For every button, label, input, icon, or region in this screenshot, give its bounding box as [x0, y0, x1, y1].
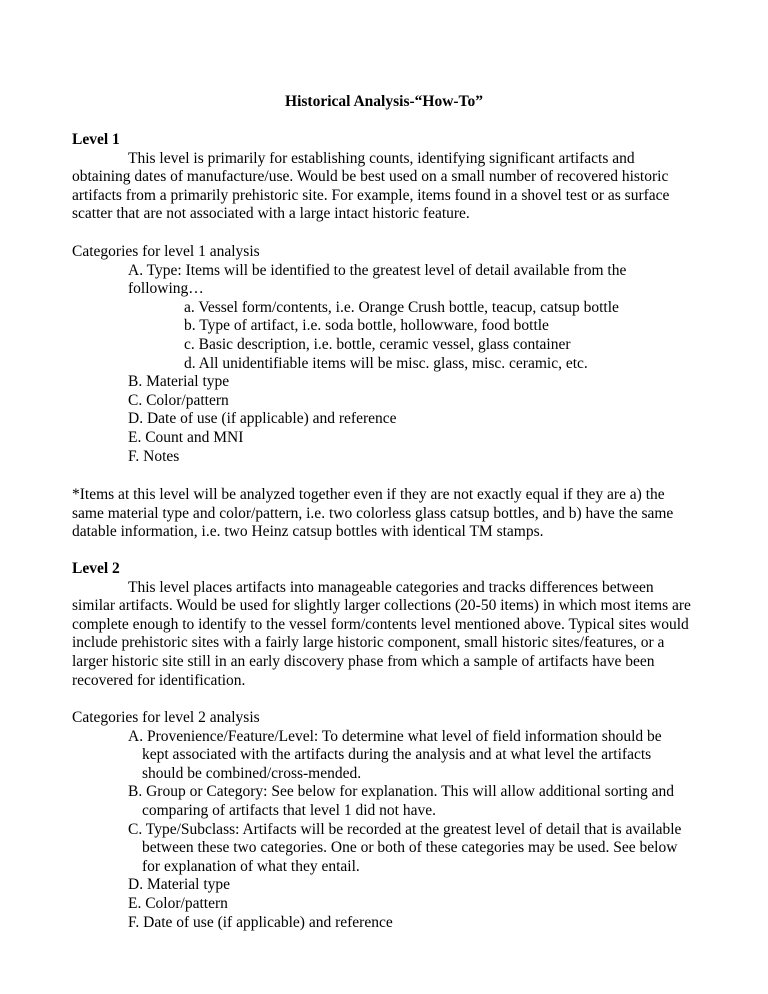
level1-type-line2: following…: [128, 280, 204, 298]
level1-item: D. Date of use (if applicable) and reference: [128, 410, 397, 428]
level2-item: E. Color/pattern: [128, 894, 228, 912]
level2-categories: [72, 709, 692, 932]
level1-type-line1: A. Type: Items will be identified to the greatest level of detail available from the: [128, 261, 627, 279]
level2-item: B. Group or Category: See below for explanation. This will allow additional sorting and comparing of artifacts that level 1 did not have.: [128, 783, 674, 819]
level2-section: [72, 560, 692, 690]
document-title: Historical Analysis-“How-To”: [285, 93, 483, 110]
level1-note: [72, 486, 692, 542]
level1-subitem: d. All unidentifiable items will be misc. glass, misc. ceramic, etc.: [184, 354, 588, 372]
level1-section: [72, 131, 692, 224]
level1-categories-title: Categories for level 1 analysis: [72, 243, 260, 260]
level2-categories-title: Categories for level 2 analysis: [72, 709, 260, 726]
level2-item: C. Type/Subclass: Artifacts will be recorded at the greatest level of detail that is available between these two categories. One or both of these categories may be used. See below for explanation of what they entail.: [128, 820, 682, 875]
level1-subitem: b. Type of artifact, i.e. soda bottle, hollowware, food bottle: [184, 317, 549, 335]
level2-item: A. Provenience/Feature/Level: To determine what level of field information should be kept associated with the artifacts during the analysis and at what level the artifacts should be combined/cross-mended.: [128, 727, 662, 782]
level2-heading: Level 2: [72, 560, 120, 577]
level1-subitem: c. Basic description, i.e. bottle, ceramic vessel, glass container: [184, 335, 571, 353]
level1-item: F. Notes: [128, 447, 180, 465]
level1-item: B. Material type: [128, 373, 230, 391]
level2-item: F. Date of use (if applicable) and reference: [128, 913, 393, 931]
level1-intro: This level is primarily for establishing counts, identifying significant artifacts and obtaining dates of manufacture/use. Would be best used on a small number of recovered historic artifacts from a primarily prehistoric site. For example, items found in a shovel test or as surface scatter that are not associated with a large intact historic feature.: [72, 149, 670, 223]
level1-heading: Level 1: [72, 131, 120, 148]
level1-categories: [72, 243, 692, 466]
level1-subitem: a. Vessel form/contents, i.e. Orange Crush bottle, teacup, catsup bottle: [184, 298, 619, 316]
level2-intro: This level places artifacts into manageable categories and tracks differences between similar artifacts. Would be used for slightly larger collections (20-50 items) in which most items are complete enough to identify to the vessel form/contents level mentioned above. Typical sites would include prehistoric sites with a fairly large historic component, small historic sites/features, or a larger historic site still in an early discovery phase from which a sample of artifacts have been recovered for identification.: [72, 578, 691, 689]
level1-note-text: *Items at this level will be analyzed together even if they are not exactly equal if they are a) the same material type and color/pattern, i.e. two colorless glass catsup bottles, and b) have the same datable information, i.e. two Heinz catsup bottles with identical TM stamps.: [72, 486, 674, 541]
level2-item: D. Material type: [128, 876, 231, 894]
level1-item: E. Count and MNI: [128, 428, 244, 446]
level1-item: C. Color/pattern: [128, 391, 229, 409]
